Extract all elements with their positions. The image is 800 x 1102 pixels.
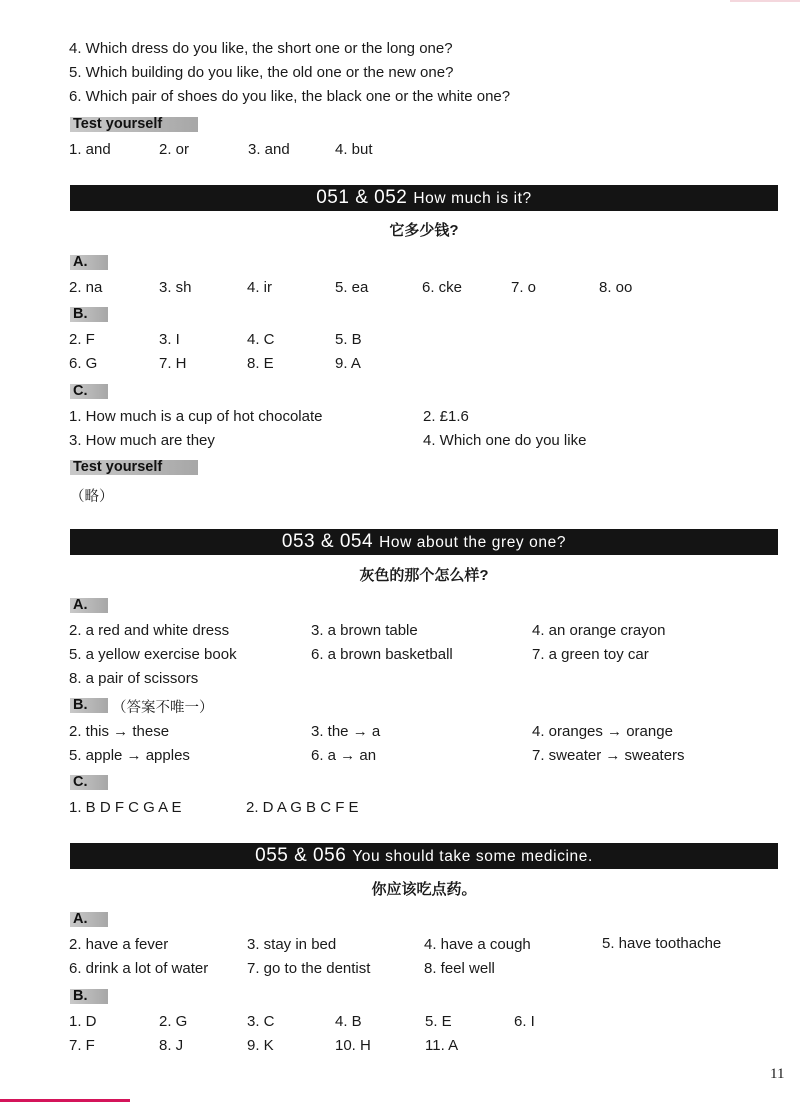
answer: 4. but — [335, 141, 373, 158]
answer: 2. na — [69, 279, 103, 296]
question-line: 5. Which building do you like, the old one or the new one? — [69, 64, 454, 81]
answer: 2. a red and white dress — [69, 622, 230, 639]
answer: 5. ea — [335, 279, 369, 296]
section-chinese-title: 你应该吃点药。 — [371, 881, 477, 898]
answer: 5. E — [425, 1013, 452, 1030]
answer: 6. a brown basketball — [311, 646, 453, 663]
question-line: 4. Which dress do you like, the short one or the long one? — [69, 40, 453, 57]
answer: 6. G — [69, 355, 98, 372]
answer: 5. a yellow exercise book — [69, 646, 237, 663]
answer: 4. ir — [247, 279, 273, 296]
answer: 4. C — [247, 331, 275, 348]
exercise-label-c: C. — [70, 775, 108, 790]
answer: 7. o — [511, 279, 537, 296]
answer: 10. H — [335, 1037, 371, 1054]
page-edge-accent-top — [730, 0, 800, 2]
answer: 6. I — [514, 1013, 535, 1030]
omitted-note: （略） — [70, 489, 114, 505]
answer: 1. B D F C G A E — [69, 799, 182, 816]
exercise-label-b: B. — [70, 989, 108, 1004]
answer: 4. B — [335, 1013, 362, 1030]
answer: 3. a brown table — [311, 622, 418, 639]
answer: 8. a pair of scissors — [69, 670, 199, 687]
answer: 1. and — [69, 141, 111, 158]
answer: 5. B — [335, 331, 362, 348]
answer: 8. oo — [599, 279, 633, 296]
answer: 1. How much is a cup of hot chocolate — [69, 408, 323, 425]
answer: 8. E — [247, 355, 274, 372]
section-number: 053 & 054 — [281, 531, 374, 552]
section-title: How about the grey one? — [379, 534, 567, 551]
answer: 11. A — [425, 1037, 459, 1054]
exercise-label-a: A. — [70, 255, 108, 270]
section-title: You should take some medicine. — [352, 848, 593, 865]
answer: 3. C — [247, 1013, 275, 1030]
test-yourself-label: Test yourself — [70, 460, 198, 475]
section-chinese-title: 它多少钱? — [389, 222, 459, 239]
answer: 7. sweater → sweaters — [532, 747, 685, 764]
exercise-label-b: B. — [70, 698, 108, 713]
answer: 3. the → a — [311, 723, 381, 740]
answer: 4. an orange crayon — [532, 622, 666, 639]
answer: 2. this → these — [69, 723, 170, 740]
answer: 9. K — [247, 1037, 274, 1054]
answer: 3. stay in bed — [247, 936, 337, 953]
section-banner-055 — [70, 843, 778, 869]
answer: 7. a green toy car — [532, 646, 649, 663]
answer: 5. have toothache — [602, 935, 722, 952]
exercise-label-a: A. — [70, 598, 108, 613]
answer: 4. have a cough — [424, 936, 531, 953]
answer: 8. J — [159, 1037, 184, 1054]
answer: 6. a → an — [311, 747, 377, 764]
section-title: How much is it? — [413, 190, 532, 207]
section-banner-053 — [70, 529, 778, 555]
answer: 5. apple → apples — [69, 747, 190, 764]
answer: 7. F — [69, 1037, 95, 1054]
answer-note: （答案不唯一） — [112, 700, 214, 716]
exercise-label-b: B. — [70, 307, 108, 322]
test-yourself-label: Test yourself — [70, 117, 198, 132]
section-banner-051 — [70, 185, 778, 211]
answer: 7. go to the dentist — [247, 960, 371, 977]
answer: 3. and — [248, 141, 290, 158]
exercise-label-c: C. — [70, 384, 108, 399]
answer: 2. F — [69, 331, 95, 348]
page-number: 11 — [770, 1066, 785, 1082]
answer: 2. have a fever — [69, 936, 169, 953]
exercise-label-a: A. — [70, 912, 108, 927]
answer: 3. sh — [159, 279, 192, 296]
answer: 7. H — [159, 355, 187, 372]
answer: 4. Which one do you like — [423, 432, 587, 449]
answer: 3. How much are they — [69, 432, 215, 449]
answer: 6. drink a lot of water — [69, 960, 209, 977]
answer: 2. or — [159, 141, 190, 158]
answer: 1. D — [69, 1013, 97, 1030]
answer: 2. £1.6 — [423, 408, 469, 425]
section-number: 055 & 056 — [255, 845, 347, 866]
section-number: 051 & 052 — [316, 187, 408, 208]
answer: 2. D A G B C F E — [246, 799, 359, 816]
answer: 6. cke — [422, 279, 463, 296]
answer: 2. G — [159, 1013, 188, 1030]
question-line: 6. Which pair of shoes do you like, the black one or the white one? — [69, 88, 511, 105]
answer: 9. A — [335, 355, 361, 372]
answer: 3. I — [159, 331, 180, 348]
answer: 4. oranges → orange — [532, 723, 673, 740]
answer: 8. feel well — [424, 960, 495, 977]
section-chinese-title: 灰色的那个怎么样? — [359, 567, 489, 584]
